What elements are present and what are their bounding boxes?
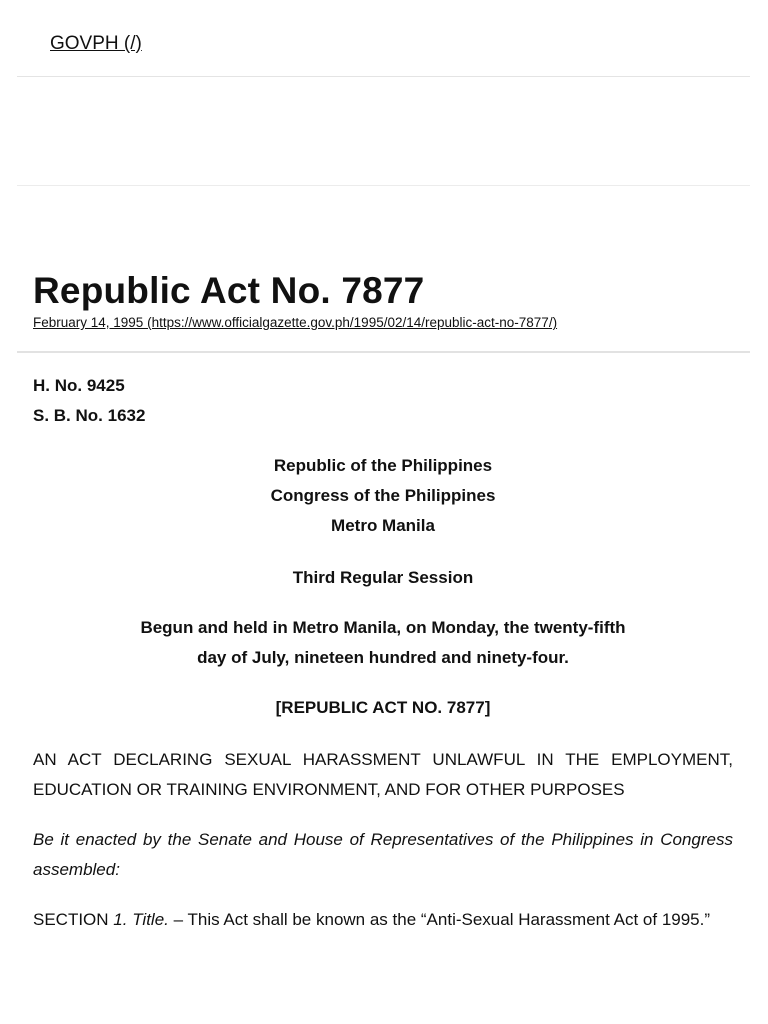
location-heading: Metro Manila bbox=[331, 516, 435, 535]
section-1 bbox=[33, 905, 733, 935]
article-date-link[interactable]: February 14, 1995 (https://www.officialgazette.gov.ph/1995/02/14/republic-act-no-7877/) bbox=[33, 315, 558, 330]
section-1-prefix: SECTION bbox=[33, 910, 114, 929]
house-bill-number: H. No. 9425 bbox=[33, 376, 125, 395]
article-body bbox=[33, 371, 733, 935]
session-heading: Third Regular Session bbox=[292, 568, 474, 587]
section-1-heading: 1. Title. bbox=[113, 910, 169, 929]
enacting-clause: Be it enacted by the Senate and House of Representatives of the Philippines in Congress assembled: bbox=[33, 830, 733, 879]
republic-act-label: [REPUBLIC ACT NO. 7877] bbox=[275, 698, 491, 717]
article-header bbox=[17, 186, 750, 353]
banner-area bbox=[17, 77, 750, 186]
page-title: Republic Act No. 7877 bbox=[33, 270, 425, 311]
begun-line-2: day of July, nineteen hundred and ninety-four. bbox=[197, 648, 569, 667]
begun-line-1: Begun and held in Metro Manila, on Monday, the twenty-fifth bbox=[140, 618, 626, 637]
republic-heading: Republic of the Philippines bbox=[273, 456, 493, 475]
senate-bill-number: S. B. No. 1632 bbox=[33, 406, 146, 425]
top-navigation-bar bbox=[17, 0, 750, 77]
govph-home-link[interactable]: GOVPH (/) bbox=[50, 33, 142, 54]
congress-heading: Congress of the Philippines bbox=[270, 486, 496, 505]
act-title: AN ACT DECLARING SEXUAL HARASSMENT UNLAWFUL IN THE EMPLOYMENT, EDUCATION OR TRAINING ENVIRONMENT, AND FOR OTHER PURPOSES bbox=[33, 750, 733, 799]
section-1-text: – This Act shall be known as the “Anti-Sexual Harassment Act of 1995.” bbox=[168, 910, 711, 929]
